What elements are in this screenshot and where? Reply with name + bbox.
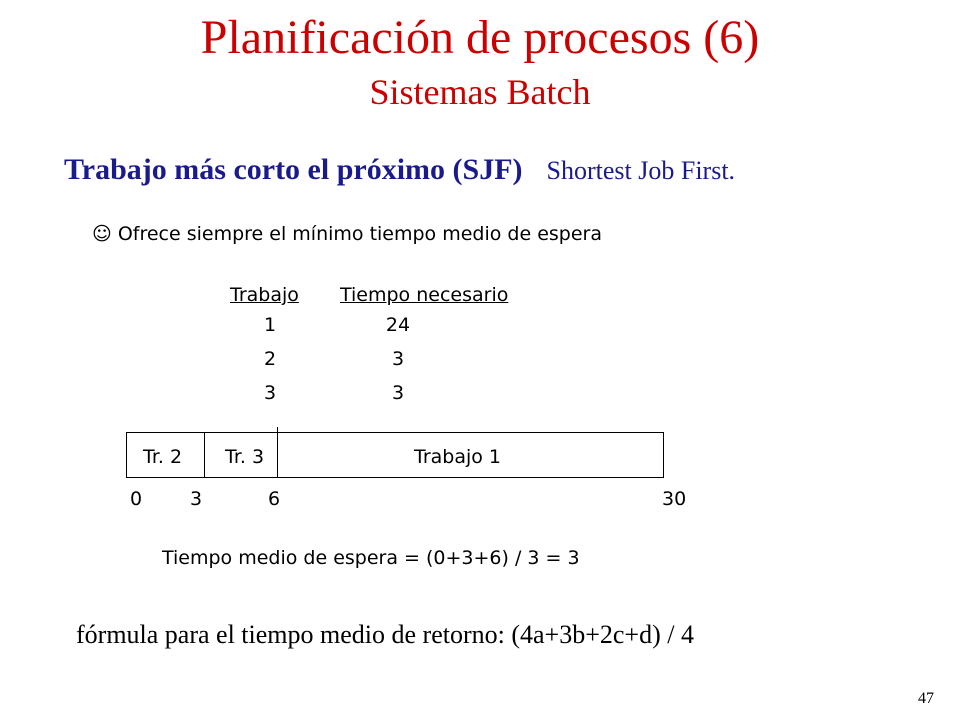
table-cell: 3 [391,348,405,370]
gantt-segment-label: Tr. 3 [225,446,265,468]
gantt-tick-label: 0 [130,488,143,510]
gantt-tick-label: 30 [662,488,687,510]
slide-title: Planificación de procesos (6) [200,11,760,64]
gantt-chart [126,432,664,478]
gantt-tick-label: 3 [190,488,203,510]
section-heading-main: Trabajo más corto el próximo (SJF) [64,153,523,186]
table-header-tiempo: Tiempo necesario [340,284,509,306]
gantt-divider [204,433,205,477]
bullet-point [92,222,602,246]
table-cell: 1 [263,314,277,336]
formula-text: fórmula para el tiempo medio de retorno: (4a+3b+2c+d) / 4 [76,620,694,649]
slide-title-line2: Sistemas Batch [369,72,591,112]
gantt-segment-label: Trabajo 1 [414,446,502,468]
table-cell: 3 [391,382,405,404]
gantt-tick-label: 6 [268,488,281,510]
page-number: 47 [918,690,934,707]
average-wait-text: Tiempo medio de espera = (0+3+6) / 3 = 3 [162,547,580,569]
smiley-icon: ☺ [92,223,112,245]
table-header-trabajo: Trabajo [230,284,299,306]
table-cell: 3 [263,382,277,404]
section-heading [64,150,735,191]
bullet-text: Ofrece siempre el mínimo tiempo medio de espera [117,223,602,245]
table-cell: 24 [385,314,411,336]
gantt-segment-label: Tr. 2 [143,446,183,468]
gantt-divider [277,427,278,477]
section-heading-english: Shortest Job First. [546,156,736,185]
table-cell: 2 [263,348,277,370]
